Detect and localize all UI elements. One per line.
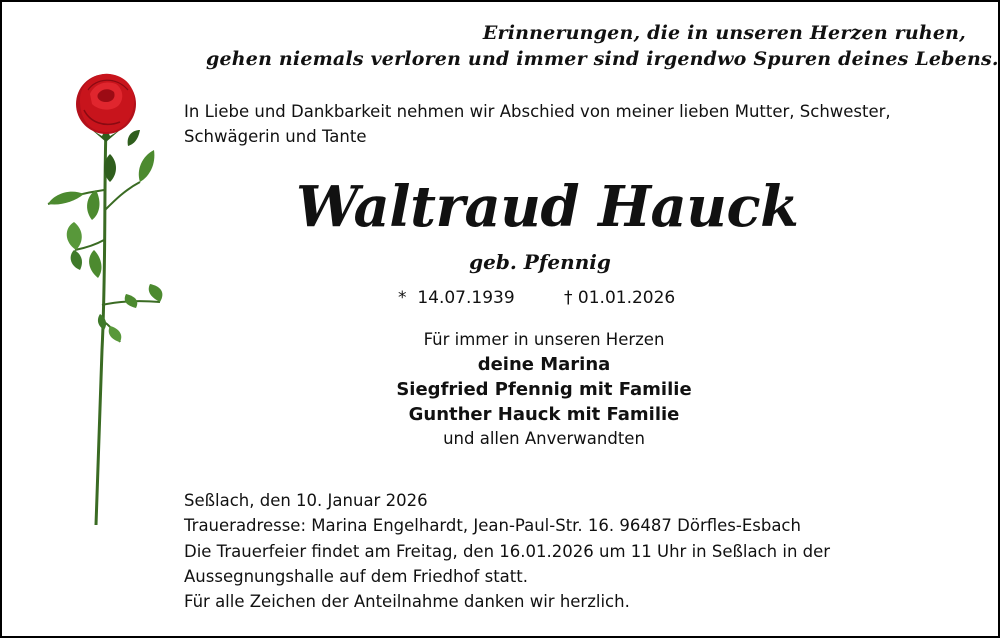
quote-line-2: gehen niemals verloren und immer sind irgendwo Spuren deines Lebens. <box>206 48 999 70</box>
mourners-block <box>342 328 746 451</box>
intro-line-2: Schwägerin und Tante <box>184 127 367 146</box>
birth-star-icon: * <box>398 288 407 308</box>
intro-text <box>184 99 944 149</box>
mourners-closing: und allen Anverwandten <box>443 429 645 448</box>
birth-date <box>398 286 515 310</box>
footer-info <box>184 488 974 614</box>
mourner-name: Siegfried Pfennig mit Familie <box>396 379 692 400</box>
death-cross-icon: † <box>564 288 573 308</box>
ceremony-line-2: Aussegnungshalle auf dem Friedhof statt. <box>184 566 528 586</box>
quote-line-1: Erinnerungen, die in unseren Herzen ruhen, <box>482 22 966 44</box>
mourners-intro: Für immer in unseren Herzen <box>423 330 665 349</box>
maiden-name: geb. Pfennig <box>469 250 611 274</box>
death-date-value: 01.01.2026 <box>577 288 676 308</box>
mourner-name: Gunther Hauck mit Familie <box>408 404 680 425</box>
mourning-address: Traueradresse: Marina Engelhardt, Jean-Paul-Str. 16. 96487 Dörfles-Esbach <box>184 516 801 536</box>
thanks-line: Für alle Zeichen der Anteilnahme danken wir herzlich. <box>184 592 630 612</box>
memorial-quote <box>206 20 999 72</box>
birth-date-value: 14.07.1939 <box>417 288 515 308</box>
mourner-name: deine Marina <box>477 354 611 375</box>
ceremony-line-1: Die Trauerfeier findet am Freitag, den 16.01.2026 um 11 Uhr in Seßlach in der <box>184 541 831 561</box>
rose-icon <box>40 70 175 530</box>
intro-line-1: In Liebe und Dankbarkeit nehmen wir Abschied von meiner lieben Mutter, Schwester, <box>184 102 891 121</box>
deceased-name: Waltraud Hauck <box>296 174 799 240</box>
place-date: Seßlach, den 10. Januar 2026 <box>184 491 428 510</box>
death-date <box>564 286 675 310</box>
